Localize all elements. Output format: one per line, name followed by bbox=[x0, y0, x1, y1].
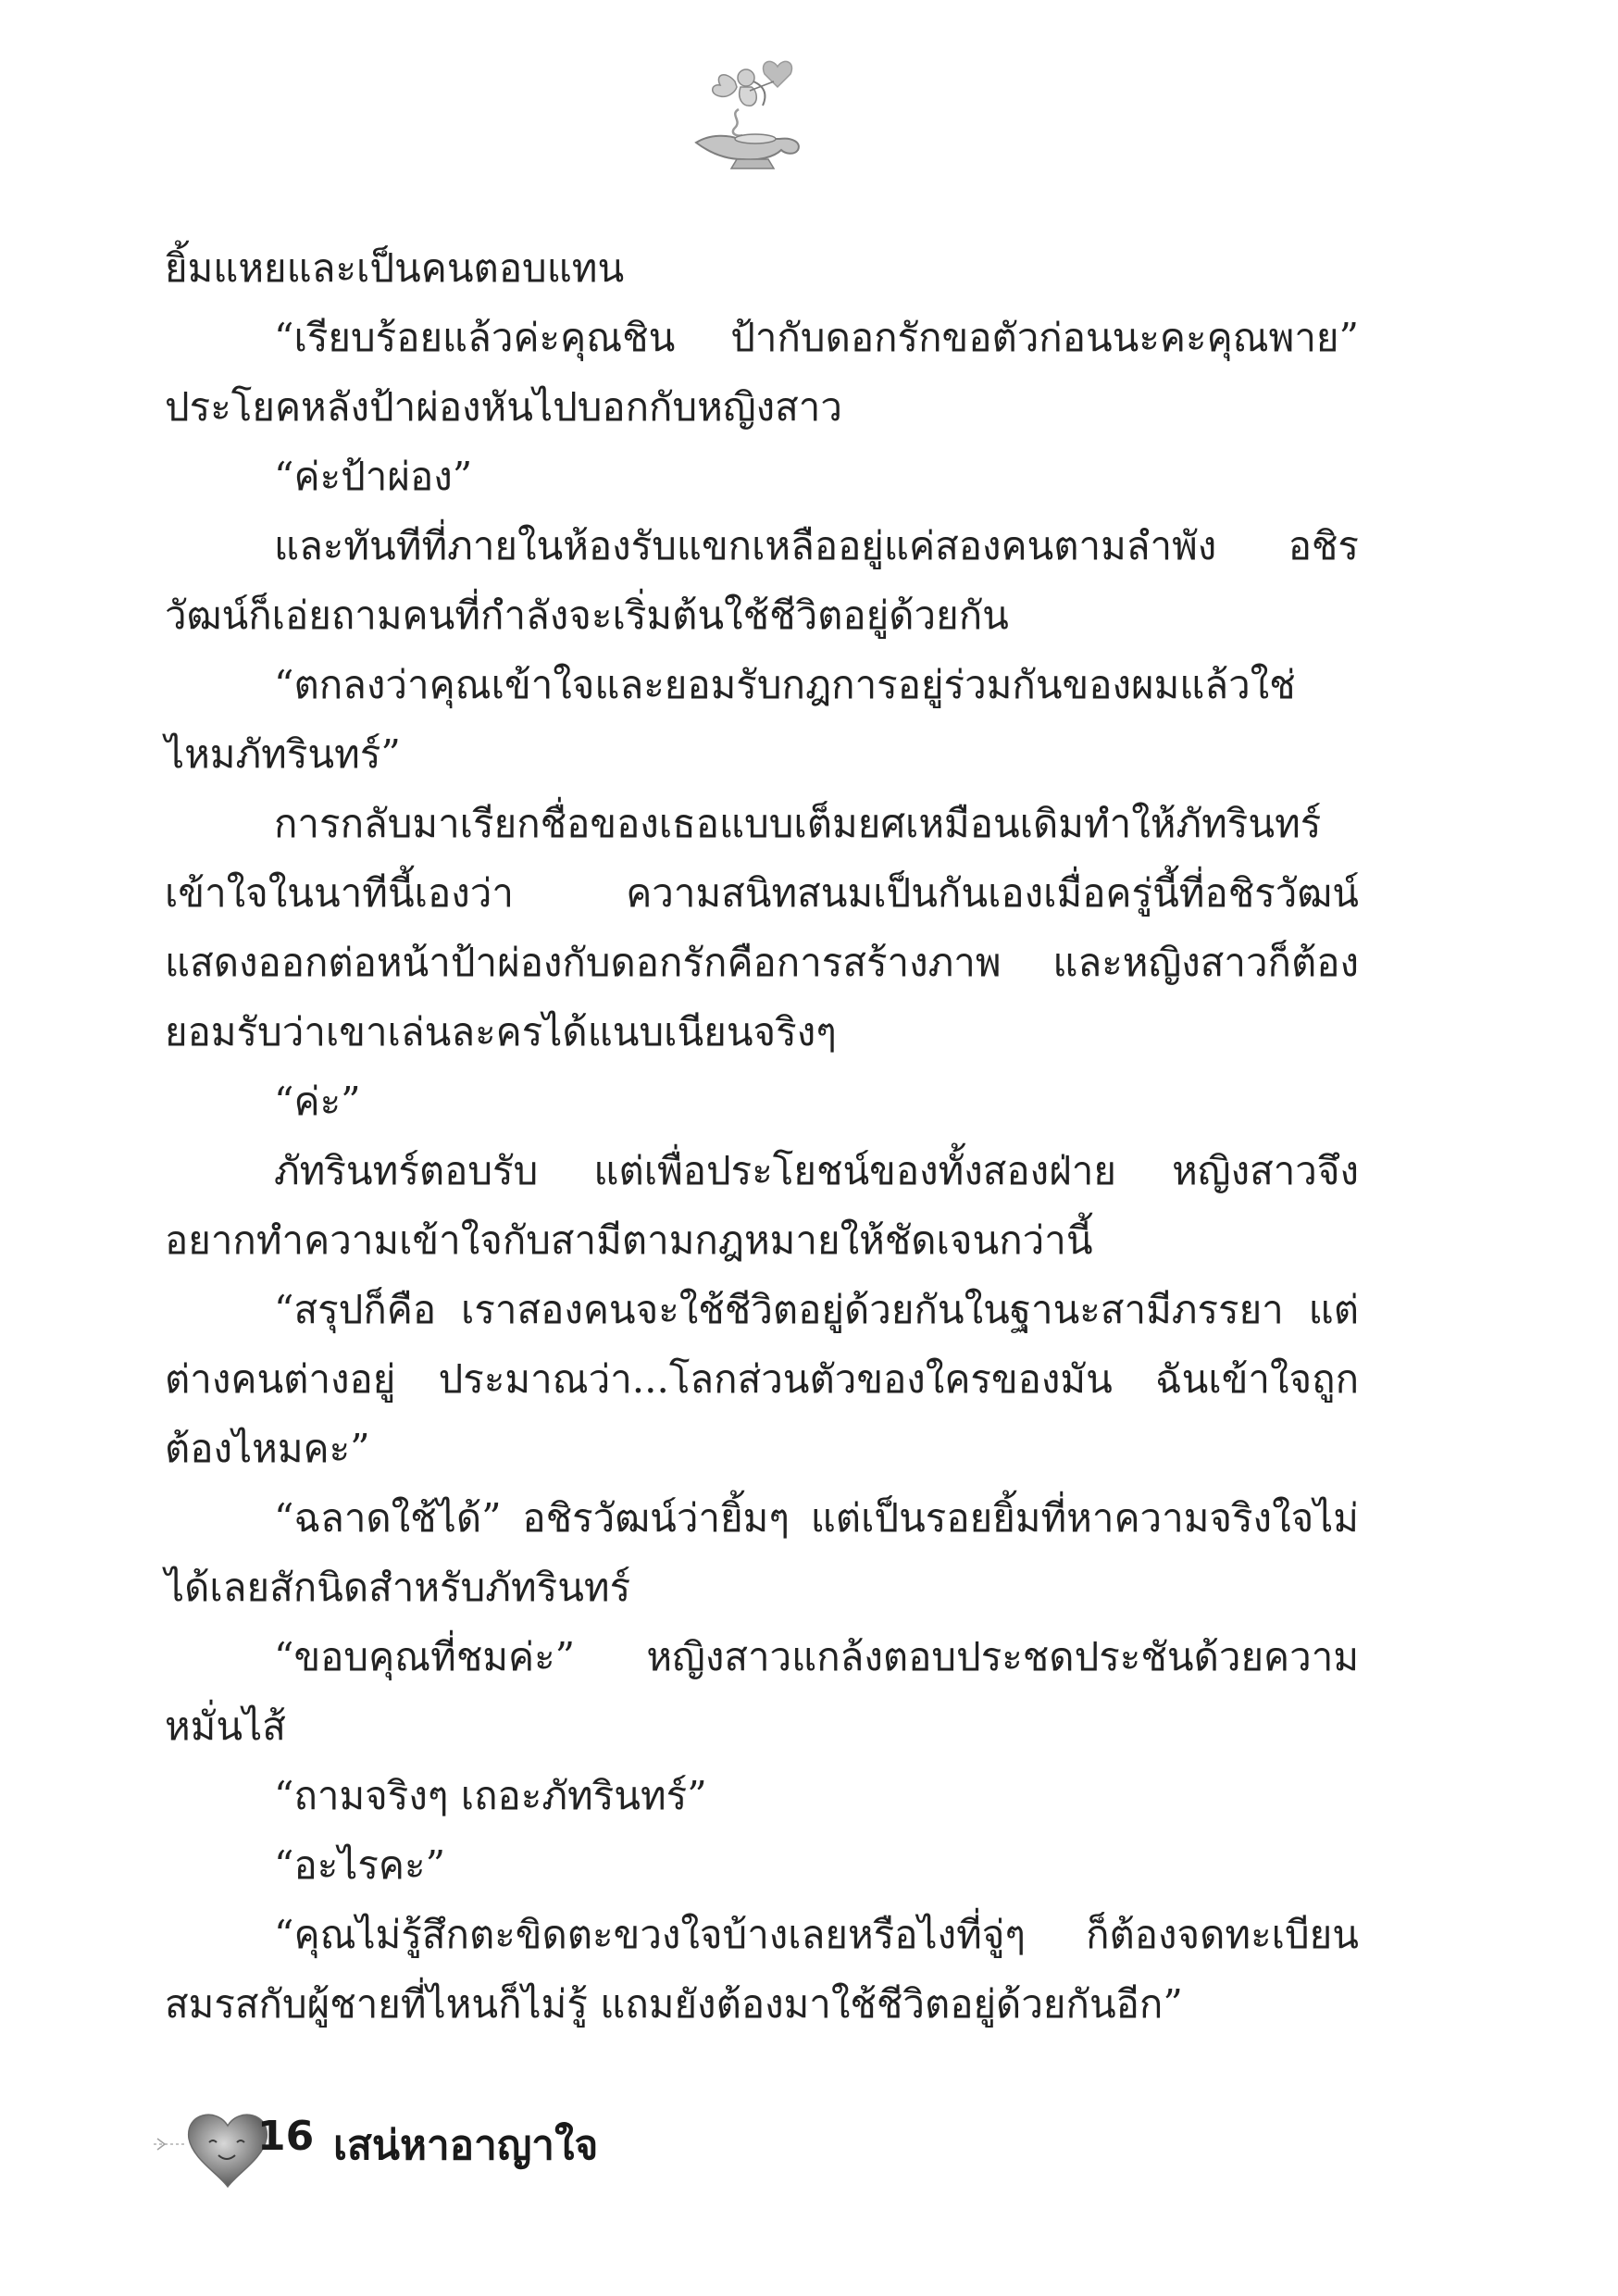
paragraph: “อะไรคะ” bbox=[274, 1842, 446, 1888]
page-number: 16 bbox=[257, 2113, 315, 2160]
paragraph: “ขอบคุณที่ชมค่ะ” หญิงสาวแกล้งตอบประชดประชันด้วยความหมั่นไส้ bbox=[165, 1634, 1359, 1749]
paragraph: และทันทีที่ภายในห้องรับแขกเหลืออยู่แค่สองคนตามลำพัง อชิรวัฒน์ก็เอ่ยถามคนที่กำลังจะเริ่มต้นใช้ชีวิตอยู่ด้วยกัน bbox=[165, 523, 1359, 638]
paragraph: “สรุปก็คือ เราสองคนจะใช้ชีวิตอยู่ด้วยกันในฐานะสามีภรรยา แต่ต่างคนต่างอยู่ ประมาณว่า...โลกส่วนตัวของใครของมัน ฉันเข้าใจถูกต้องไหมคะ” bbox=[165, 1287, 1359, 1471]
paragraph: “ค่ะ” bbox=[274, 1079, 361, 1124]
paragraph: “ฉลาดใช้ได้” อชิรวัฒน์ว่ายิ้มๆ แต่เป็นรอยยิ้มที่หาความจริงใจไม่ได้เลยสักนิดสำหรับภัทรินทร์ bbox=[165, 1495, 1359, 1610]
paragraph: “เรียบร้อยแล้วค่ะคุณชิน ป้ากับดอกรักขอตัวก่อนนะคะคุณพาย” ประโยคหลังป้าผ่องหันไปบอกกับหญิงสาว bbox=[165, 315, 1359, 430]
paragraph: “ค่ะป้าผ่อง” bbox=[274, 454, 473, 499]
book-title: เสน่หาอาญาใจ bbox=[333, 2122, 599, 2169]
page-footer bbox=[148, 2094, 796, 2196]
paragraph: การกลับมาเรียกชื่อของเธอแบบเต็มยศเหมือนเดิมทำให้ภัทรินทร์เข้าใจในนาทีนี้เองว่า ความสนิทสนมเป็นกันเองเมื่อครู่นี้ที่อชิรวัฒน์แสดงออกต่อหน้าป้าผ่องกับดอกรักคือการสร้างภาพ และหญิงสาวก็ต้องยอมรับว่าเขาเล่นละครได้แนบเนียนจริงๆ bbox=[165, 801, 1359, 1054]
paragraph: ภัทรินทร์ตอบรับ แต่เพื่อประโยชน์ของทั้งสองฝ่าย หญิงสาวจึงอยากทำความเข้าใจกับสามีตามกฎหมายให้ชัดเจนกว่านี้ bbox=[165, 1148, 1359, 1263]
paragraph: “ตกลงว่าคุณเข้าใจและยอมรับกฎการอยู่ร่วมกันของผมแล้วใช่ไหมภัทรินทร์” bbox=[165, 662, 1296, 777]
genie-lamp-cupid-icon bbox=[678, 54, 816, 174]
paragraph: “คุณไม่รู้สึกตะขิดตะขวงใจบ้างเลยหรือไงที่จู่ๆ ก็ต้องจดทะเบียนสมรสกับผู้ชายที่ไหนก็ไม่รู้ แถมยังต้องมาใช้ชีวิตอยู่ด้วยกันอีก” bbox=[165, 1912, 1359, 2027]
paragraph: “ถามจริงๆ เถอะภัทรินทร์” bbox=[274, 1773, 707, 1818]
body-text bbox=[165, 233, 1359, 2039]
paragraph: ยิ้มแหยและเป็นคนตอบแทน bbox=[165, 245, 625, 291]
